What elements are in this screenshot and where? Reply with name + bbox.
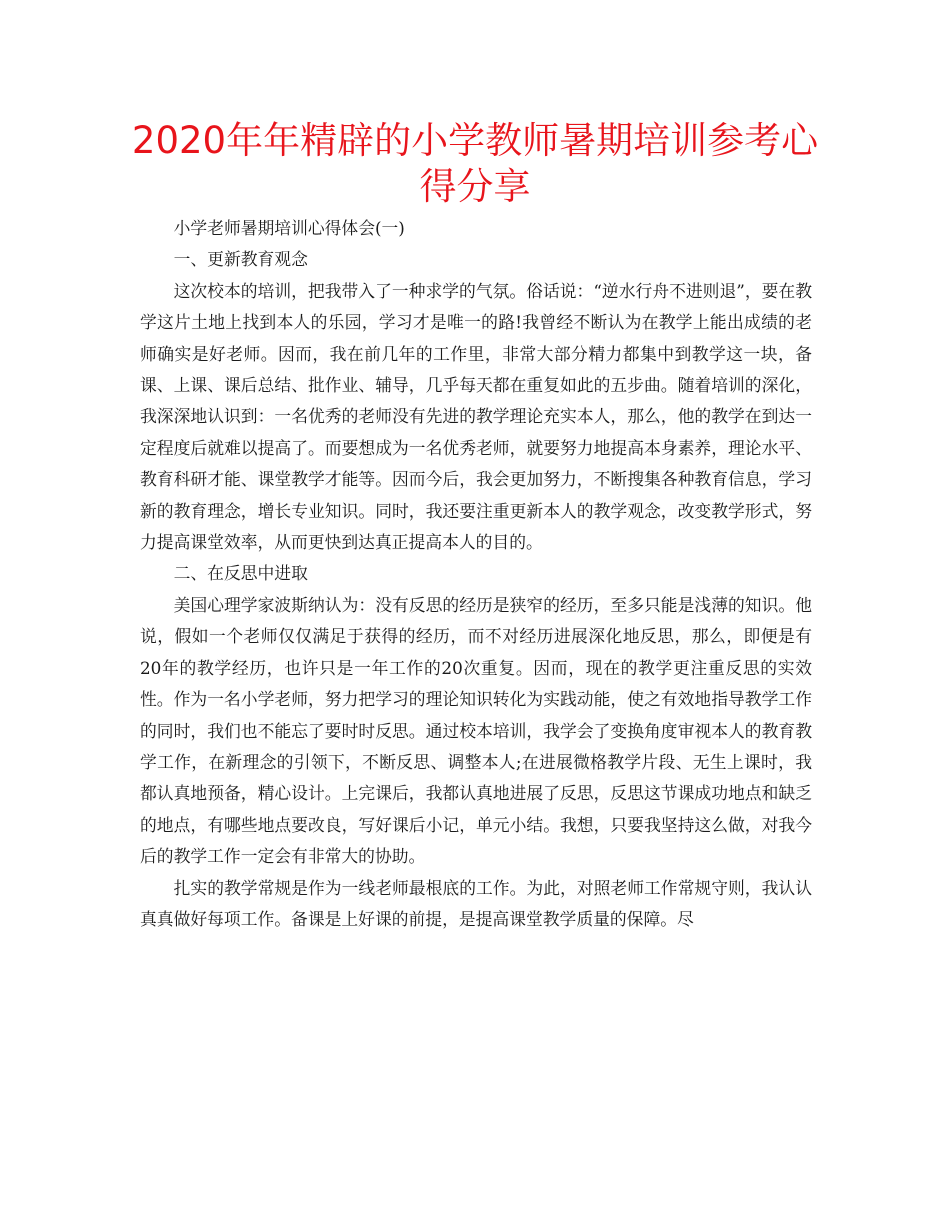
section-heading-intro: 小学老师暑期培训心得体会(一) xyxy=(173,218,405,238)
body-paragraph: 这次校本的培训，把我带入了一种求学的气氛。俗话说：“逆水行舟不进则退”，要在教学这片土地上找到本人的乐园，学习才是唯一的路!我曾经不断认为在教学上能出成绩的老师确实是好老师。因而，我在前几年的工作里，非常大部分精力都集中到教学这一块，备课、上课、课后总结、批作业、辅导，几乎每天都在重复如此的五步曲。随着培训的深化，我深深地认识到：一名优秀的老师没有先进的教学理论充实本人，那么，他的教学在到达一定程度后就难以提高了。而要想成为一名优秀老师，就要努力地提高本身素养，理论水平、教育科研才能、课堂教学才能等。因而今后，我会更加努力，不断搜集各种教育信息，学习新的教育理念，增长专业知识。同时，我还要注重更新本人的教学观念，改变教学形式，努力提高课堂效率，从而更快到达真正提高本人的目的。 xyxy=(140,280,812,553)
section-heading-1: 一、更新教育观念 xyxy=(173,249,308,270)
body-paragraph: 扎实的教学常规是作为一线老师最根底的工作。为此，对照老师工作常规守则，我认认真真做好每项工作。备课是上好课的前提，是提高课堂教学质量的保障。尽 xyxy=(140,877,812,929)
body-paragraph: 美国心理学家波斯纳认为：没有反思的经历是狭窄的经历，至多只能是浅薄的知识。他说，假如一个老师仅仅满足于获得的经历，而不对经历进展深化地反思，那么，即便是有20年的教学经历，也许只是一年工作的20次重复。因而，现在的教学更注重反思的实效性。作为一名小学老师，努力把学习的理论知识转化为实践动能，使之有效地指导教学工作的同时，我们也不能忘了要时时反思。通过校本培训，我学会了变换角度审视本人的教育教学工作，在新理念的引领下，不断反思、调整本人;在进展微格教学片段、无生上课时，我都认真地预备，精心设计。上完课后，我都认真地进展了反思，反思这节课成功地点和缺乏的地点，有哪些地点要改良，写好课后小记，单元小结。我想，只要我坚持这么做，对我今后的教学工作一定会有非常大的协助。 xyxy=(140,594,812,867)
section-heading-2: 二、在反思中进取 xyxy=(173,563,308,584)
document-title: 2020年年精辟的小学教师暑期培训参考心得分享 xyxy=(131,119,819,208)
document-body xyxy=(140,213,812,935)
